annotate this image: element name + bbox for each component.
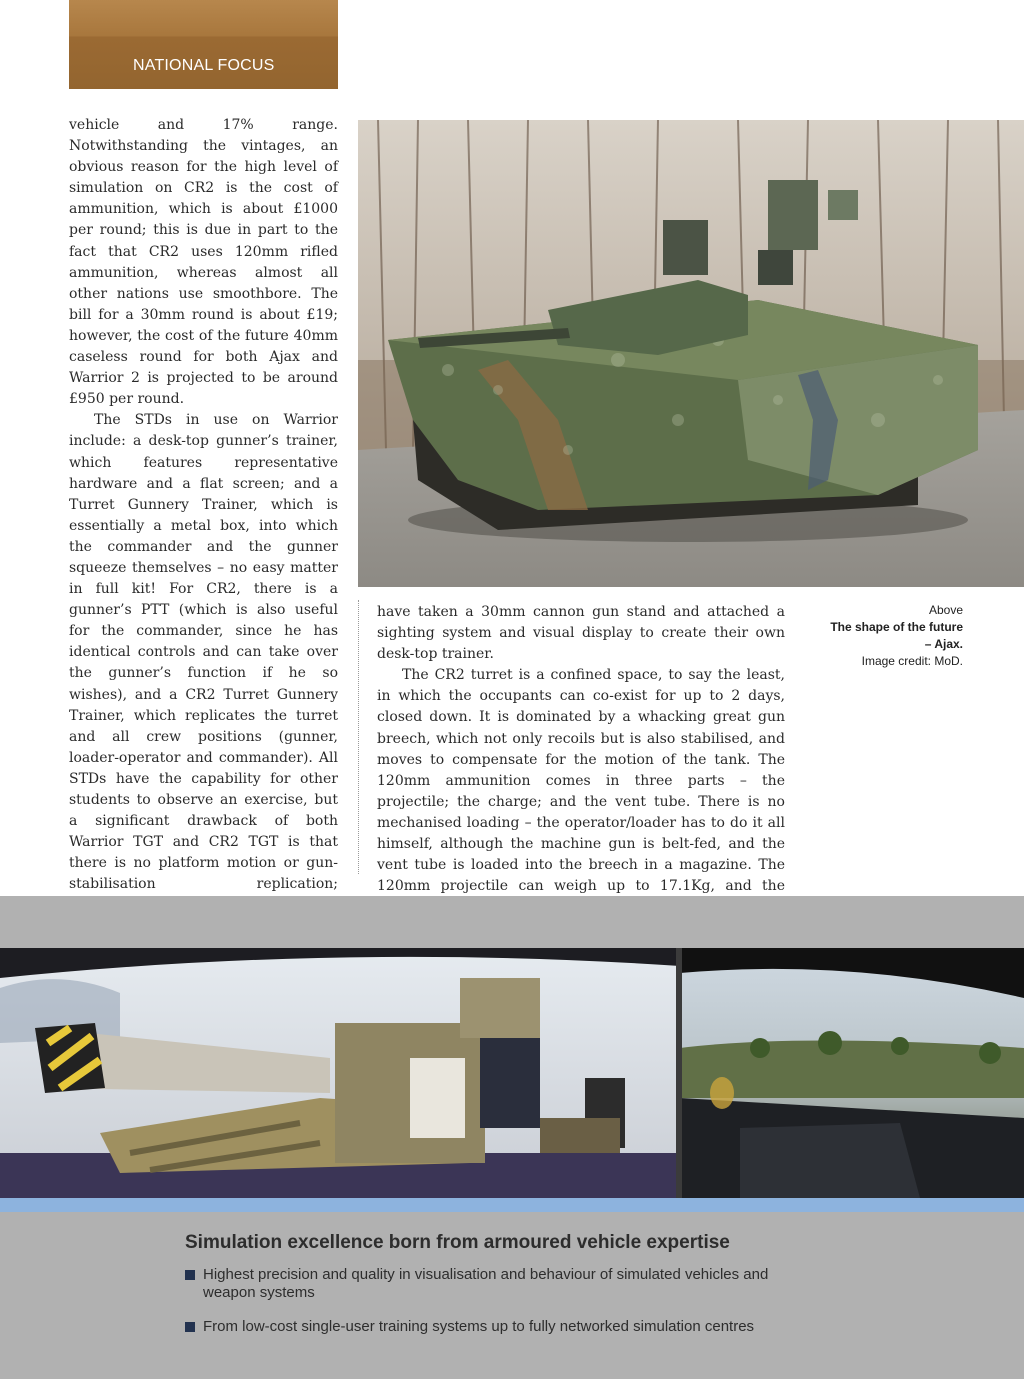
section-tab <box>69 0 338 89</box>
ad-accent-band <box>0 1198 1024 1212</box>
square-bullet-icon <box>185 1322 195 1332</box>
ad-feature-text: From low-cost single-user training systems up to fully networked simulation centres <box>203 1318 755 1335</box>
ajax-vehicle-photo <box>358 120 1024 587</box>
advertisement <box>0 896 1024 1379</box>
column-divider <box>358 600 359 874</box>
caption-title: The shape of the future – Ajax. <box>830 620 963 651</box>
caption-position: Above <box>928 603 963 617</box>
article-column-2 <box>377 602 785 940</box>
article-paragraph: The STDs in use on Warrior include: a desk-top gunner’s trainer, which features representative hardware and a flat screen; and a Turret Gunnery Trainer, which is essentially a metal box, into which the commander and the gunner squeeze themselves – no easy matter in full kit! For CR2, there is a gunner’s PTT (which is also useful for the commander, since he has identical controls and can take over the gunner’s function if he so wishes), and a CR2 Turret Gunnery Trainer, which replicates the turret and all crew positions (gunner, loader-operator and commander). All STDs have the capability for other students to observe an exercise, but a significant drawback of both Warrior TGT and CR2 TGT is that there is no platform motion or gun-stabilisation replication; <box>69 412 338 893</box>
caption-credit: Image credit: MoD. <box>861 654 963 668</box>
ad-feature-item <box>185 1266 825 1302</box>
simulator-photos <box>0 948 1024 1198</box>
article-column-1 <box>69 115 338 1001</box>
square-bullet-icon <box>185 1270 195 1280</box>
ad-feature-text: Highest precision and quality in visualisation and behaviour of simulated vehicles and weapon systems <box>203 1266 769 1301</box>
photo-caption <box>823 602 963 670</box>
article-paragraph: vehicle and 17% range. Notwithstanding the vintages, an obvious reason for the high level of simulation on CR2 is the cost of ammunition, which is about £1000 per round; this is due in part to the fact that CR2 uses 120mm rifled ammunition, whereas almost all other nations use smoothbore. The bill for a 30mm round is about £19; however, the cost of the future 40mm caseless round for both Ajax and Warrior 2 is projected to be around £950 per round. <box>69 117 338 408</box>
article-paragraph: have taken a 30mm cannon gun stand and attached a sighting system and visual display to create their own desk-top trainer. <box>377 604 785 663</box>
article-paragraph: The CR2 turret is a confined space, to say the least, in which the occupants can co-exist for up to 2 days, closed down. It is dominated by a whacking great gun breech, which not only recoils but is also stabilised, and moves to compensate for the motion of the tank. The 120mm ammunition comes in three parts – the projectile; the charge; and the vent tube. There is no mechanised loading – the operator/loader has to do it all himself, although the machine gun is belt-fed, and the vent tube is loaded into the breech in a magazine. The 120mm projectile can weigh up to 17.1Kg, and the <box>377 667 785 895</box>
ad-feature-list <box>185 1266 825 1352</box>
section-title: NATIONAL FOCUS <box>133 57 275 74</box>
ad-headline: Simulation excellence born from armoured vehicle expertise <box>185 1232 730 1253</box>
ad-feature-item <box>185 1318 825 1336</box>
